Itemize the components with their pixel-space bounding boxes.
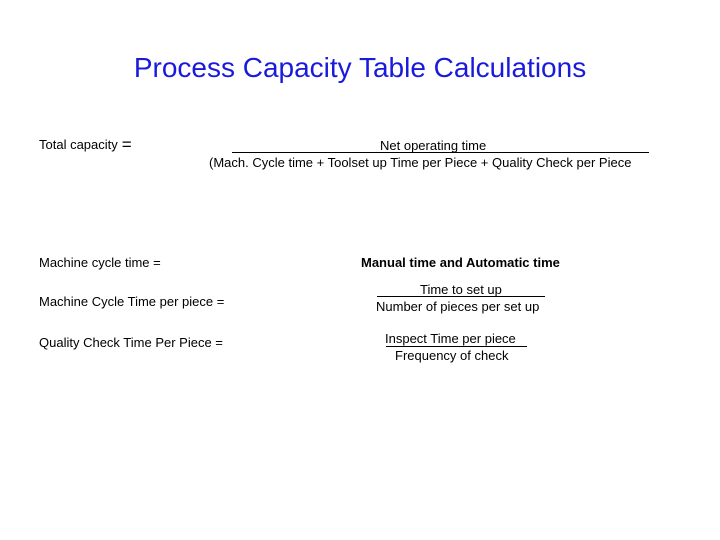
total-capacity-label-text: Total capacity (39, 137, 118, 152)
total-capacity-denominator: (Mach. Cycle time + Toolset up Time per Piece + Quality Check per Piece (209, 155, 632, 170)
slide-title: Process Capacity Table Calculations (133, 52, 587, 83)
total-capacity-label (39, 134, 132, 154)
machine-cycle-time-per-piece-label: Machine Cycle Time per piece = (39, 294, 225, 309)
quality-check-time-numerator: Inspect Time per piece (385, 331, 516, 346)
quality-check-time-fraction-line (386, 346, 527, 347)
quality-check-time-denominator: Frequency of check (395, 348, 509, 363)
total-capacity-equals: = (121, 135, 132, 154)
quality-check-time-label: Quality Check Time Per Piece = (39, 335, 223, 350)
machine-cycle-time-per-piece-numerator: Time to set up (420, 282, 502, 297)
total-capacity-numerator: Net operating time (380, 138, 487, 153)
total-capacity-fraction-line (232, 152, 649, 153)
machine-cycle-time-label: Machine cycle time = (39, 255, 161, 270)
machine-cycle-time-per-piece-denominator: Number of pieces per set up (376, 299, 540, 314)
machine-cycle-time-value: Manual time and Automatic time (361, 255, 560, 270)
machine-cycle-time-per-piece-fraction-line (377, 296, 545, 297)
